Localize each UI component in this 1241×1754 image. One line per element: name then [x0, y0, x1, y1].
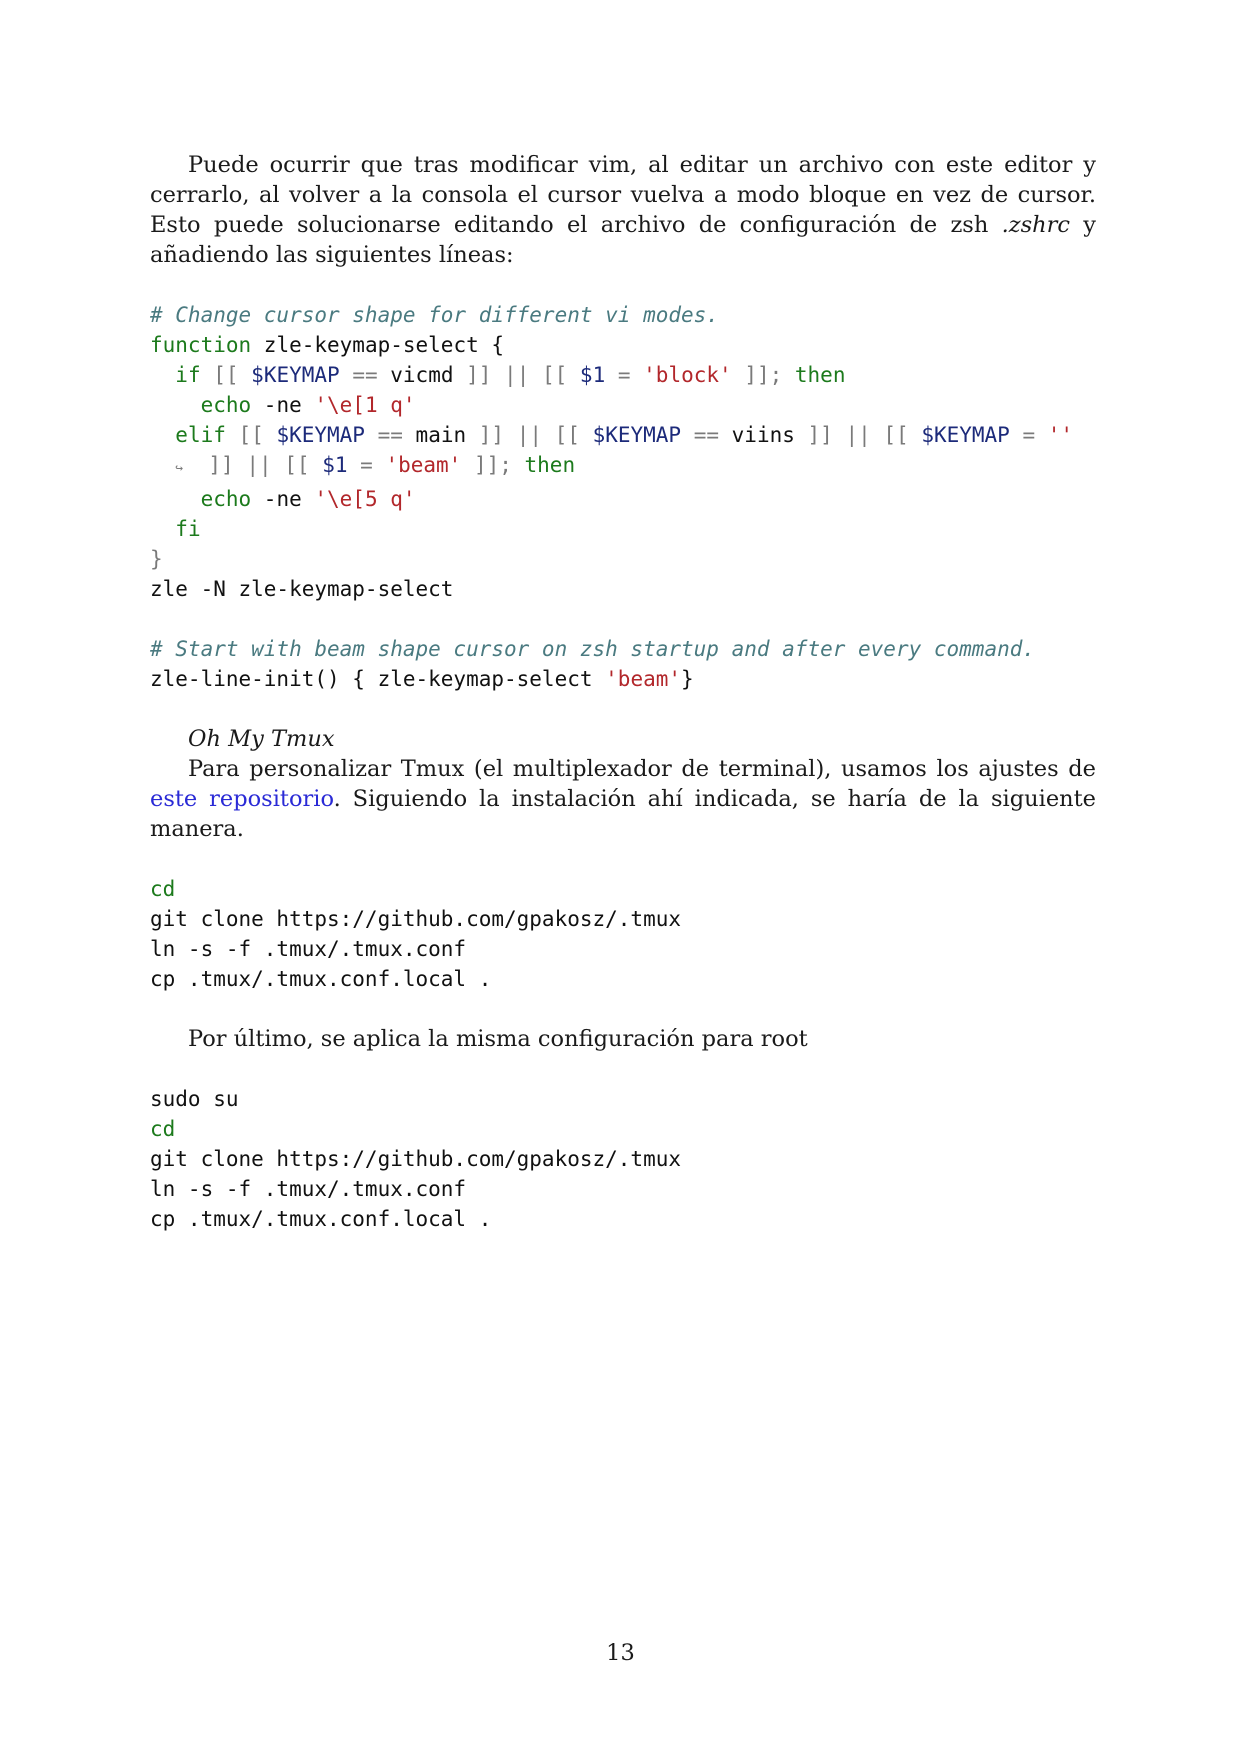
code-keyword: cd	[150, 877, 176, 901]
page-number: 13	[606, 1640, 635, 1666]
code-keyword: cd	[150, 1117, 176, 1141]
code-string: 'beam'	[605, 667, 682, 691]
code-keyword: then	[524, 453, 576, 477]
code-var: $1	[579, 363, 606, 387]
code-line: cp .tmux/.tmux.conf.local .	[150, 967, 492, 991]
section-heading: Oh My Tmux	[188, 726, 335, 752]
code-op: }	[150, 547, 163, 571]
code-text: }	[681, 667, 694, 691]
code-string: ''	[1047, 423, 1074, 447]
code-op: ]];	[461, 453, 525, 477]
code-keyword: echo	[200, 393, 252, 417]
intro-text: Puede ocurrir que tras modificar vim, al editar un archivo con este editor y cerrarlo, al volver a la consola el cursor vuelva a modo bloque en vez de cursor. Esto puede solucionarse editando el archivo de configuración de zsh	[150, 152, 1096, 238]
code-op: [[	[200, 363, 252, 387]
code-string: 'block'	[643, 363, 732, 387]
code-op: ==	[681, 423, 732, 447]
code-op: ]] || [[	[453, 363, 580, 387]
code-line: ln -s -f .tmux/.tmux.conf	[150, 1177, 467, 1201]
paragraph-intro	[150, 150, 1096, 270]
code-text: main	[415, 423, 467, 447]
code-op: [[	[225, 423, 277, 447]
code-string: '\e[5 q'	[314, 487, 416, 511]
paragraph-tmux	[150, 754, 1096, 844]
code-keyword: echo	[200, 487, 252, 511]
code-comment: # Start with beam shape cursor on zsh startup and after every command.	[150, 637, 1036, 661]
code-text: vicmd	[390, 363, 454, 387]
code-var: $KEYMAP	[251, 363, 340, 387]
code-block-tmux	[150, 874, 1096, 994]
line-wrap-arrow-icon: ↪	[175, 461, 184, 476]
code-block-root	[150, 1084, 1096, 1234]
code-op: ]] || [[	[466, 423, 593, 447]
code-text: zle -N zle-keymap-select	[150, 577, 454, 601]
code-comment: # Change cursor shape for different vi modes.	[150, 303, 719, 327]
code-op: =	[347, 453, 386, 477]
code-text: -ne	[251, 487, 315, 511]
code-keyword: if	[175, 363, 201, 387]
code-keyword: function	[150, 333, 252, 357]
code-var: $KEYMAP	[276, 423, 365, 447]
repo-link-part2[interactable]: repositorio	[209, 786, 334, 812]
code-text: zle-line-init() { zle-keymap-select	[150, 667, 606, 691]
code-text: -ne	[251, 393, 315, 417]
tmux-text-end: . Siguiendo la instalación ahí indicada, se haría de la siguiente manera.	[150, 786, 1096, 842]
zshrc-filename: .zshrc	[1001, 212, 1071, 238]
code-op: ==	[364, 423, 416, 447]
code-op: =	[1009, 423, 1048, 447]
code-line: cp .tmux/.tmux.conf.local .	[150, 1207, 492, 1231]
paragraph-root: Por último, se aplica la misma configuración para root	[188, 1026, 808, 1052]
code-op: =	[605, 363, 644, 387]
code-keyword: then	[794, 363, 846, 387]
code-op: ]];	[731, 363, 795, 387]
document-body	[150, 150, 1096, 1234]
code-string: 'beam'	[385, 453, 462, 477]
code-line: ln -s -f .tmux/.tmux.conf	[150, 937, 467, 961]
code-line: git clone https://github.com/gpakosz/.tmux	[150, 1147, 682, 1171]
tmux-text: Para personalizar Tmux (el multiplexador de terminal), usamos los ajustes de	[188, 756, 1096, 782]
code-op: ==	[339, 363, 391, 387]
repo-link-part1[interactable]: este	[150, 786, 198, 812]
code-var: $1	[322, 453, 348, 477]
code-op: ]] || [[	[794, 423, 922, 447]
code-string: '\e[1 q'	[314, 393, 416, 417]
code-text: viins	[731, 423, 795, 447]
code-text: zle-keymap-select {	[251, 333, 505, 357]
code-var: $KEYMAP	[921, 423, 1010, 447]
code-keyword: fi	[175, 517, 201, 541]
code-op: ]] || [[	[183, 453, 323, 477]
code-line: sudo su	[150, 1087, 239, 1111]
intro-text-end: y añadiendo las siguientes líneas:	[150, 212, 1096, 268]
code-block-zshrc	[150, 300, 1096, 694]
code-line: git clone https://github.com/gpakosz/.tmux	[150, 907, 682, 931]
code-keyword: elif	[175, 423, 226, 447]
code-var: $KEYMAP	[592, 423, 682, 447]
